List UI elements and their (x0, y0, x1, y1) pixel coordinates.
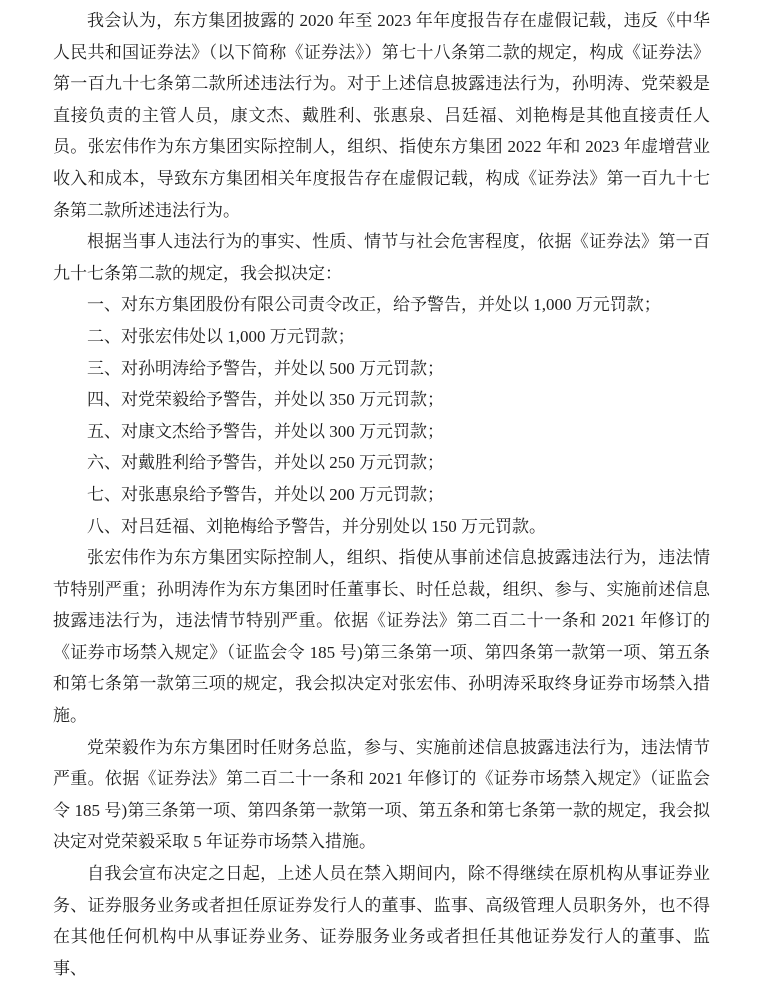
paragraph: 自我会宣布决定之日起，上述人员在禁入期间内，除不得继续在原机构从事证券业务、证券服务业务或者担任原证券发行人的董事、监事、高级管理人员职务外，也不得在其他任何机构中从事证券业务、证券服务业务或者担任其他证券发行人的董事、监事、 (53, 864, 710, 978)
paragraph: 二、对张宏伟处以 1,000 万元罚款； (87, 326, 355, 346)
paragraph: 六、对戴胜利给予警告，并处以 250 万元罚款； (87, 453, 444, 473)
paragraph: 党荣毅作为东方集团时任财务总监，参与、实施前述信息披露违法行为，违法情节严重。依据《证券法》第二百二十一条和 2021 年修订的《证券市场禁入规定》（证监会令 185 号)第三条第一项、第四条第一款第一项、第五条和第七条第一款的规定，我会拟决定对党荣毅采取 5 年证券市场禁入措施。 (53, 737, 710, 852)
paragraph: 八、对吕廷福、刘艳梅给予警告，并分别处以 150 万元罚款。 (87, 516, 546, 536)
document-body (53, 5, 710, 984)
paragraph: 三、对孙明涛给予警告，并处以 500 万元罚款； (87, 358, 444, 378)
paragraph: 我会认为，东方集团披露的 2020 年至 2023 年年度报告存在虚假记载，违反《中华人民共和国证券法》（以下简称《证券法》）第七十八条第二款的规定，构成《证券法》第一百九十七条第二款所述违法行为。对于上述信息披露违法行为，孙明涛、党荣毅是直接负责的主管人员，康文杰、戴胜利、张惠泉、吕廷福、刘艳梅是其他直接责任人员。张宏伟作为东方集团实际控制人，组织、指使东方集团 2022 年和 2023 年虚增营业收入和成本，导致东方集团相关年度报告存在虚假记载，构成《证券法》第一百九十七条第二款所述违法行为。 (53, 11, 710, 220)
paragraph: 七、对张惠泉给予警告，并处以 200 万元罚款； (87, 484, 444, 504)
paragraph: 根据当事人违法行为的事实、性质、情节与社会危害程度，依据《证券法》第一百九十七条第二款的规定，我会拟决定： (53, 232, 710, 283)
paragraph: 张宏伟作为东方集团实际控制人，组织、指使从事前述信息披露违法行为，违法情节特别严重；孙明涛作为东方集团时任董事长、时任总裁，组织、参与、实施前述信息披露违法行为，违法情节特别严重。依据《证券法》第二百二十一条和 2021 年修订的《证券市场禁入规定》（证监会令 185 号)第三条第一项、第四条第一款第一项、第五条和第七条第一款第三项的规定，我会拟决定对张宏伟、孙明涛采取终身证券市场禁入措施。 (53, 548, 710, 726)
paragraph: 五、对康文杰给予警告，并处以 300 万元罚款； (87, 421, 444, 441)
paragraph: 一、对东方集团股份有限公司责令改正，给予警告，并处以 1,000 万元罚款； (87, 295, 661, 315)
paragraph: 四、对党荣毅给予警告，并处以 350 万元罚款； (87, 390, 444, 410)
